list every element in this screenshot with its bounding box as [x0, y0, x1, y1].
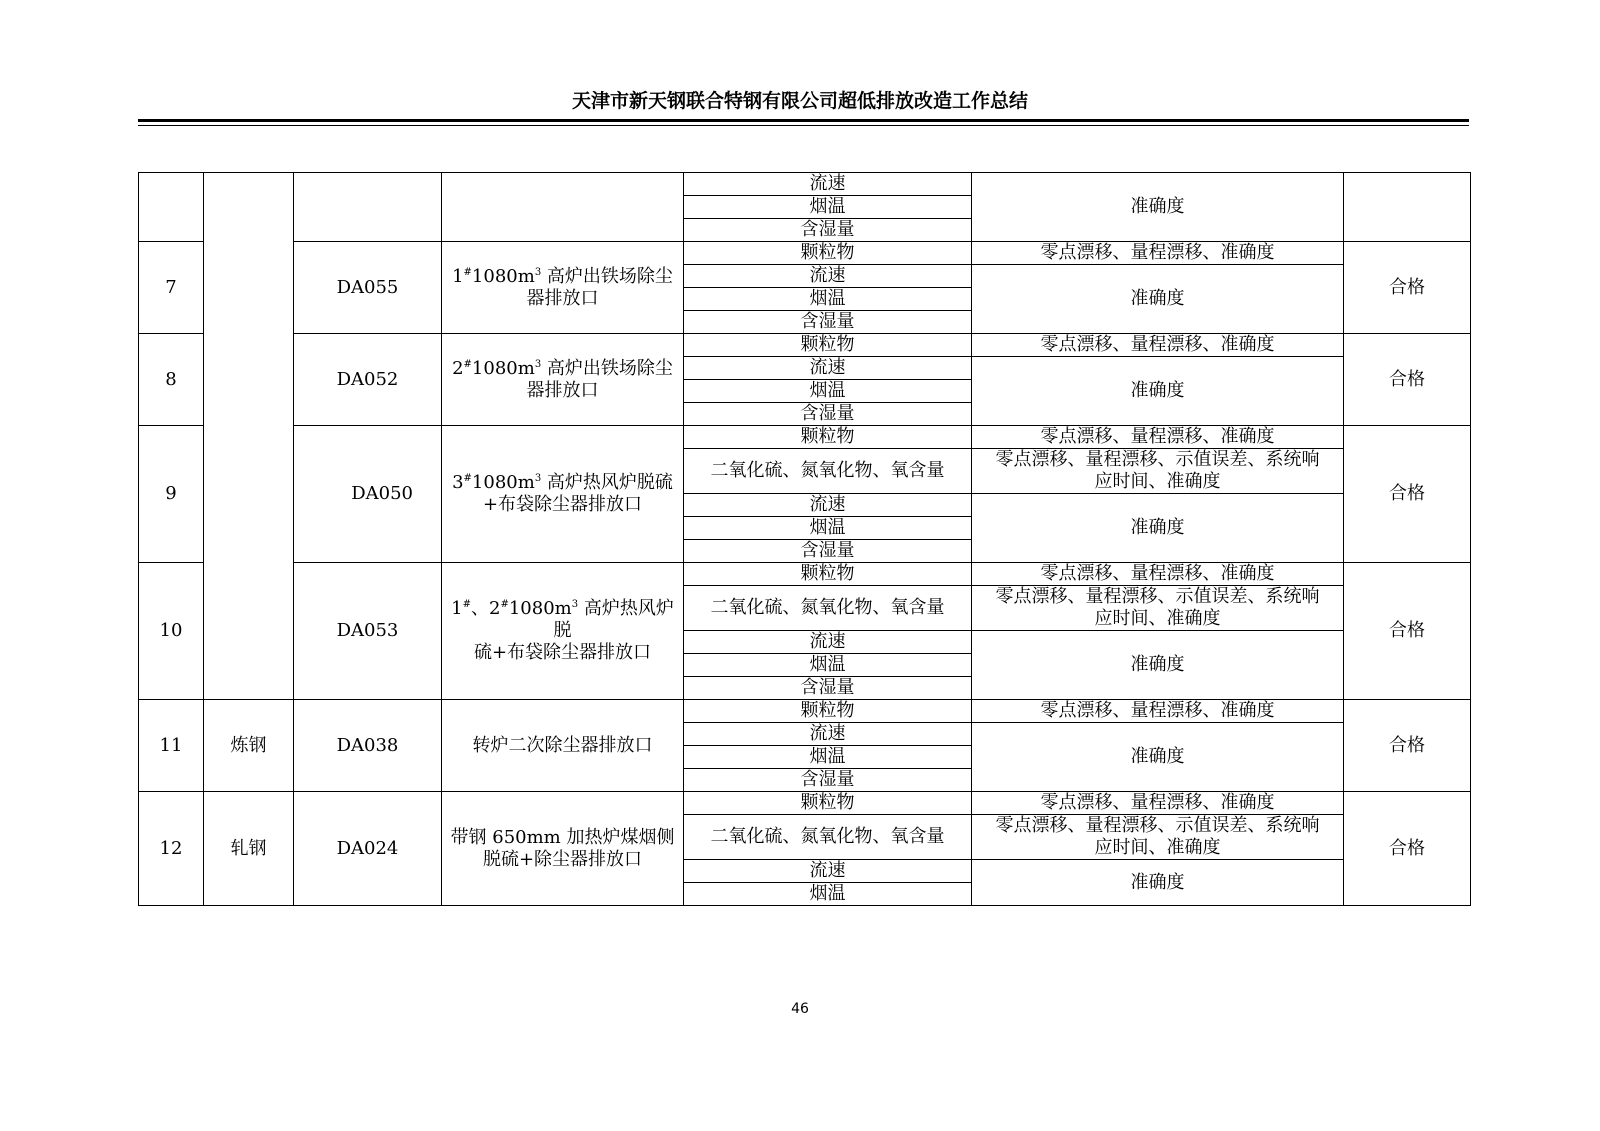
table-row — [139, 426, 1471, 449]
cell-param: 含湿量 — [684, 219, 972, 242]
cell-result: 合格 — [1344, 242, 1471, 334]
cell-outlet: $2^{\#}1080m^3$ 高炉出铁场除尘 器排放口 — [442, 334, 684, 426]
cell-param: 颗粒物 — [684, 792, 972, 815]
cell-content: 零点漂移、量程漂移、准确度 — [972, 700, 1344, 723]
header-title: 天津市新天钢联合特钢有限公司超低排放改造工作总结 — [571, 90, 1028, 112]
cell-param: 含湿量 — [684, 677, 972, 700]
cell-param-gas: 二氧化硫、氮氧化物、氧含量 — [684, 449, 972, 494]
cell-outlet: $1^{\#}1080m^3$ 高炉出铁场除尘 器排放口 — [442, 242, 684, 334]
cell-no: 10 — [139, 563, 204, 700]
cell-outlet: $3^{\#}1080m^3$ 高炉热风炉脱硫 +布袋除尘器排放口 — [442, 426, 684, 563]
cell-content: 准确度 — [972, 357, 1344, 426]
cell-param: 流速 — [684, 723, 972, 746]
cell-param: 颗粒物 — [684, 242, 972, 265]
cell-content: 准确度 — [972, 265, 1344, 334]
cell-param: 含湿量 — [684, 311, 972, 334]
cell-param: 流速 — [684, 494, 972, 517]
cell-process-merged — [204, 173, 294, 700]
cell-param: 颗粒物 — [684, 563, 972, 586]
cell-content: 准确度 — [972, 723, 1344, 792]
table-row — [139, 792, 1471, 815]
cell-no: 11 — [139, 700, 204, 792]
cell-no — [139, 173, 204, 242]
cell-param: 颗粒物 — [684, 334, 972, 357]
cell-content: 准确度 — [972, 173, 1344, 242]
cell-result: 合格 — [1344, 334, 1471, 426]
cell-process: 轧钢 — [204, 792, 294, 906]
cell-param: 烟温 — [684, 380, 972, 403]
cell-outlet — [442, 173, 684, 242]
cell-param: 含湿量 — [684, 403, 972, 426]
cell-param: 流速 — [684, 631, 972, 654]
cell-param-gas: 二氧化硫、氮氧化物、氧含量 — [684, 815, 972, 860]
cell-param: 流速 — [684, 357, 972, 380]
cell-content-gas: 零点漂移、量程漂移、示值误差、系统响 应时间、准确度 — [972, 449, 1344, 494]
cell-no: 8 — [139, 334, 204, 426]
page-number: 46 — [791, 1001, 809, 1017]
cell-param: 流速 — [684, 173, 972, 196]
cell-content: 准确度 — [972, 494, 1344, 563]
cell-no: 12 — [139, 792, 204, 906]
cell-param: 含湿量 — [684, 540, 972, 563]
cell-param: 颗粒物 — [684, 426, 972, 449]
cell-param: 颗粒物 — [684, 700, 972, 723]
cell-no: 7 — [139, 242, 204, 334]
cell-param: 烟温 — [684, 288, 972, 311]
cell-content: 零点漂移、量程漂移、准确度 — [972, 242, 1344, 265]
cell-param: 烟温 — [684, 883, 972, 906]
cell-code: DA053 — [294, 563, 442, 700]
monitoring-table — [138, 172, 1471, 906]
table-row — [139, 173, 1471, 196]
cell-param: 烟温 — [684, 654, 972, 677]
cell-param: 含湿量 — [684, 769, 972, 792]
cell-result — [1344, 173, 1471, 242]
cell-content: 准确度 — [972, 631, 1344, 700]
cell-param: 烟温 — [684, 517, 972, 540]
cell-result: 合格 — [1344, 700, 1471, 792]
cell-outlet: 转炉二次除尘器排放口 — [442, 700, 684, 792]
cell-content-gas: 零点漂移、量程漂移、示值误差、系统响 应时间、准确度 — [972, 815, 1344, 860]
cell-process: 炼钢 — [204, 700, 294, 792]
table-row — [139, 563, 1471, 586]
cell-content: 零点漂移、量程漂移、准确度 — [972, 563, 1344, 586]
cell-content: 零点漂移、量程漂移、准确度 — [972, 334, 1344, 357]
cell-content: 零点漂移、量程漂移、准确度 — [972, 792, 1344, 815]
cell-code — [294, 173, 442, 242]
table-row — [139, 242, 1471, 265]
cell-no: 9 — [139, 426, 204, 563]
cell-outlet: 1#、$2^{\#}1080m^3$ 高炉热风炉脱 硫+布袋除尘器排放口 — [442, 563, 684, 700]
cell-result: 合格 — [1344, 792, 1471, 906]
cell-content: 零点漂移、量程漂移、准确度 — [972, 426, 1344, 449]
table-row — [139, 700, 1471, 723]
cell-outlet: 带钢 650mm 加热炉煤烟侧 脱硫+除尘器排放口 — [442, 792, 684, 906]
cell-result: 合格 — [1344, 426, 1471, 563]
cell-result: 合格 — [1344, 563, 1471, 700]
cell-param: 流速 — [684, 265, 972, 288]
cell-param: 烟温 — [684, 196, 972, 219]
table-row — [139, 334, 1471, 357]
cell-content: 准确度 — [972, 860, 1344, 906]
header-rule-thick — [138, 119, 1469, 122]
cell-code: DA024 — [294, 792, 442, 906]
cell-code: DA038 — [294, 700, 442, 792]
cell-param: 烟温 — [684, 746, 972, 769]
header-rule-thin — [138, 125, 1469, 126]
cell-code: DA052 — [294, 334, 442, 426]
cell-code: DA050 — [294, 426, 442, 563]
cell-code: DA055 — [294, 242, 442, 334]
cell-content-gas: 零点漂移、量程漂移、示值误差、系统响 应时间、准确度 — [972, 586, 1344, 631]
cell-param-gas: 二氧化硫、氮氧化物、氧含量 — [684, 586, 972, 631]
cell-param: 流速 — [684, 860, 972, 883]
